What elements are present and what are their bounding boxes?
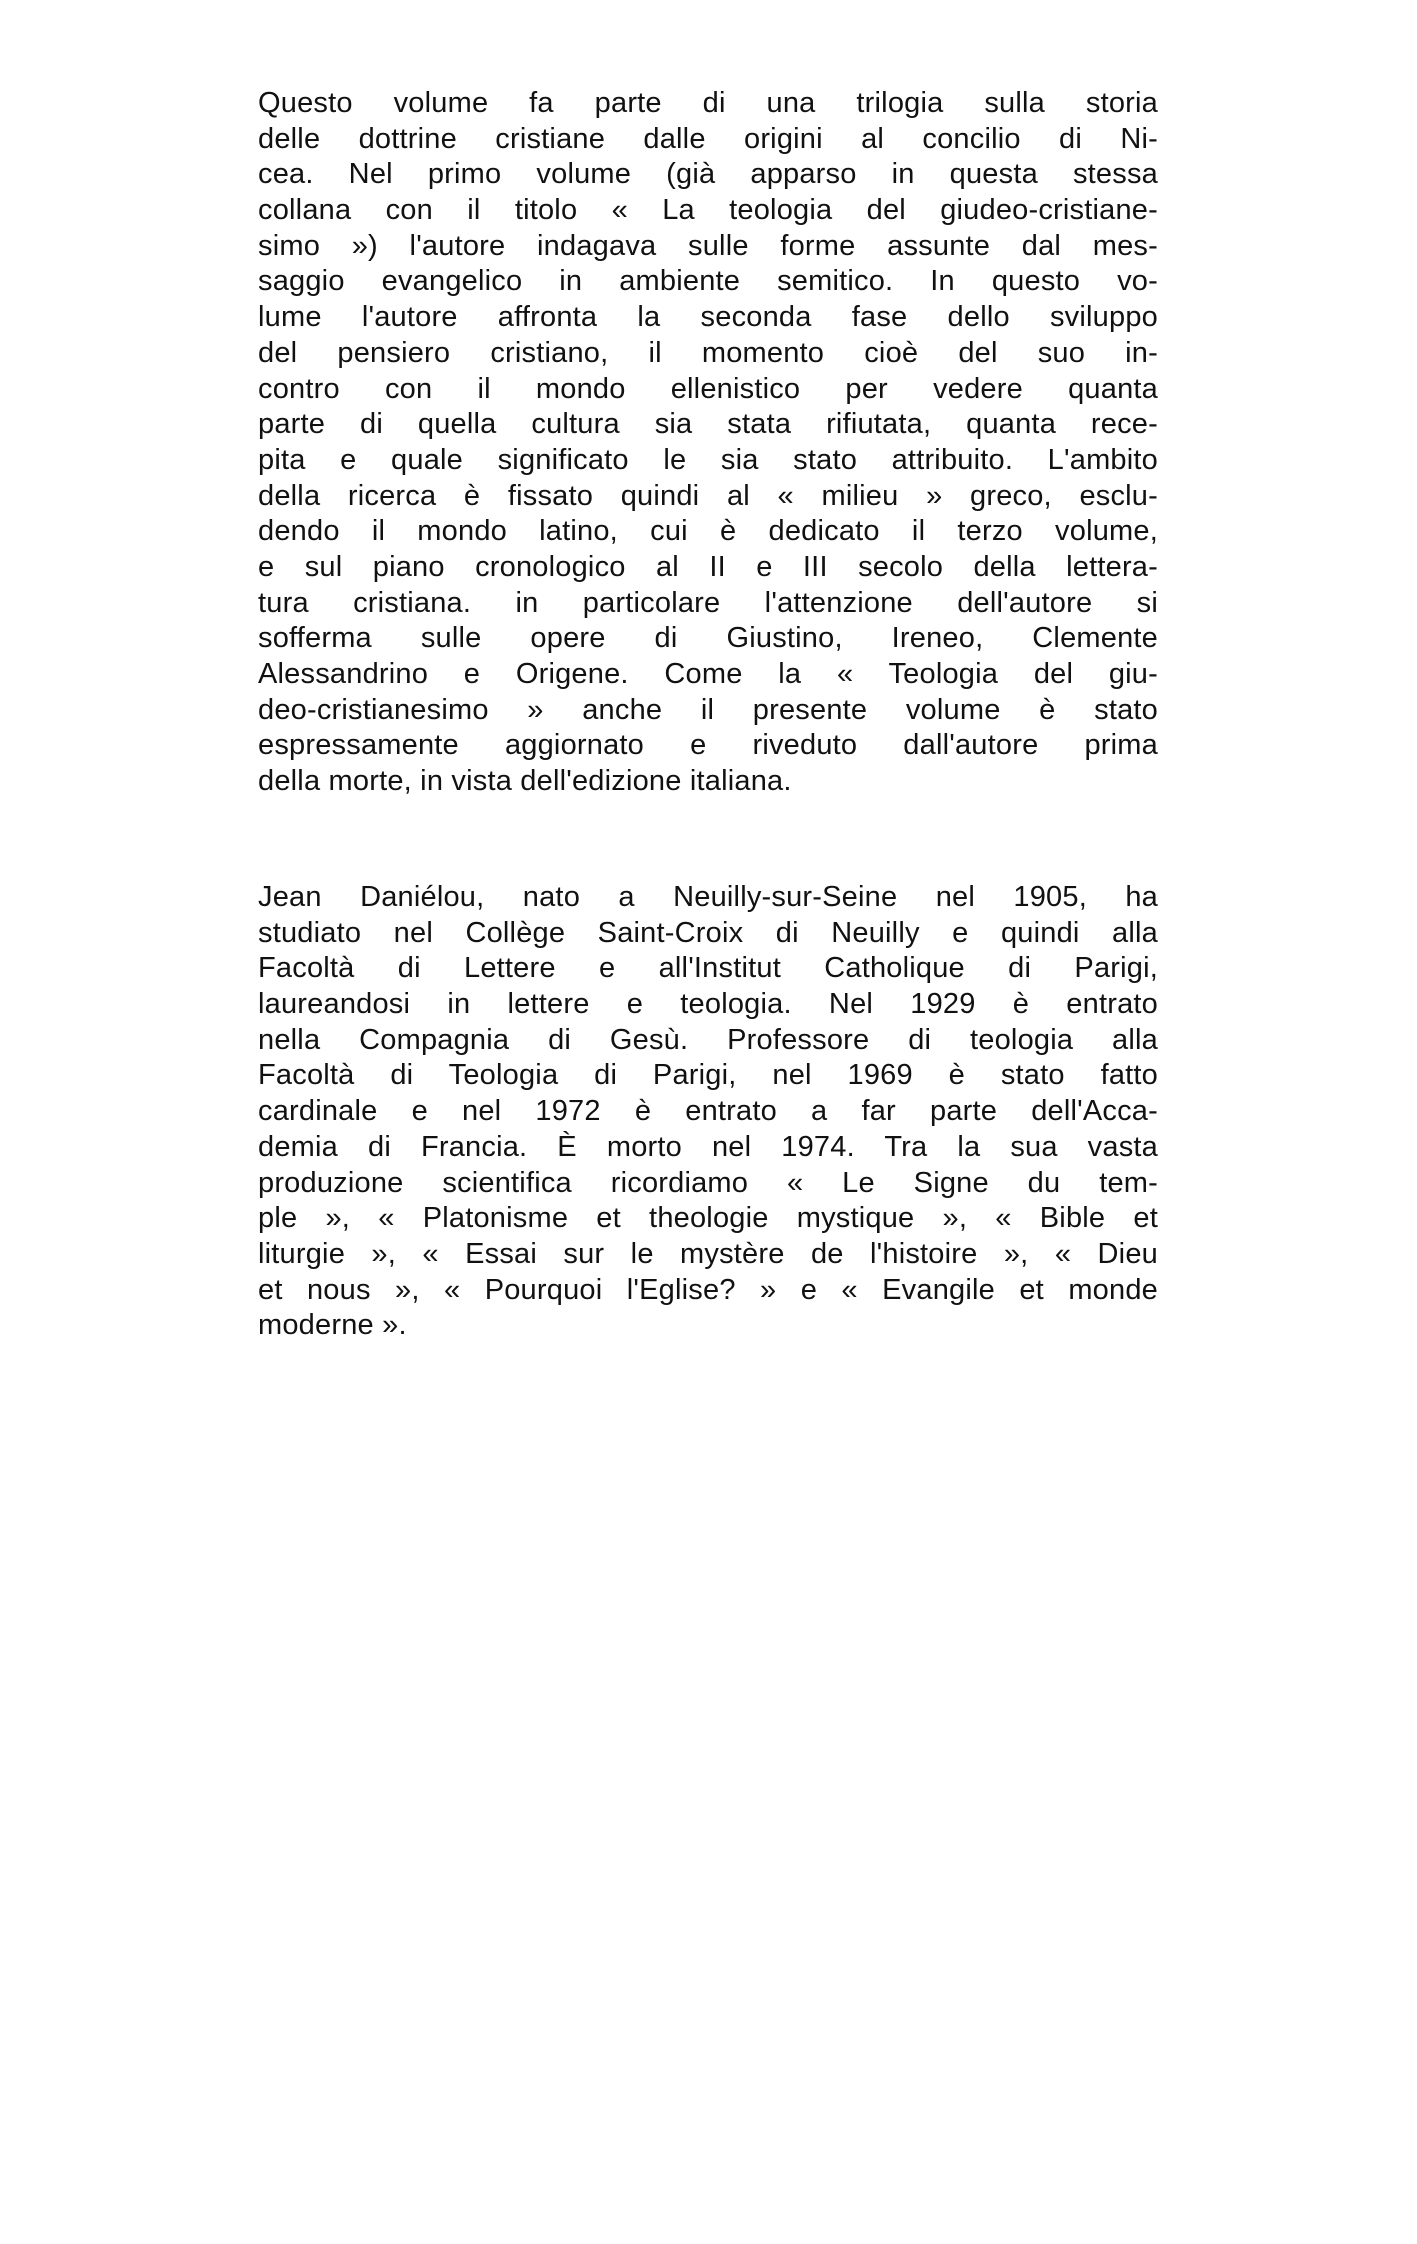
text-line: ple », « Platonisme et theologie mystique », « Bible et [258, 1202, 1158, 1235]
text-line: tura cristiana. in particolare l'attenzione dell'autore si [258, 586, 1158, 619]
text-line: del pensiero cristiano, il momento cioè del suo in- [258, 336, 1158, 369]
text-line: parte di quella cultura sia stata rifiutata, quanta rece- [258, 408, 1158, 441]
text-line: nella Compagnia di Gesù. Professore di teologia alla [258, 1023, 1158, 1056]
text-line: deo-cristianesimo » anche il presente volume è stato [258, 693, 1158, 726]
text-line: della ricerca è fissato quindi al « milieu » greco, esclu- [258, 479, 1158, 512]
text-line: lume l'autore affronta la seconda fase dello sviluppo [258, 301, 1158, 334]
text-line: contro con il mondo ellenistico per vedere quanta [258, 372, 1158, 405]
text-line: studiato nel Collège Saint-Croix di Neuilly e quindi alla [258, 916, 1158, 949]
text-line: Facoltà di Teologia di Parigi, nel 1969 è stato fatto [258, 1059, 1158, 1092]
text-line: collana con il titolo « La teologia del giudeo-cristiane- [258, 194, 1158, 227]
text-line: laureandosi in lettere e teologia. Nel 1929 è entrato [258, 988, 1158, 1021]
text-line: sofferma sulle opere di Giustino, Ireneo, Clemente [258, 622, 1158, 655]
text-line: dendo il mondo latino, cui è dedicato il terzo volume, [258, 515, 1158, 548]
text-line: espressamente aggiornato e riveduto dall'autore prima [258, 729, 1158, 762]
text-line: pita e quale significato le sia stato attribuito. L'ambito [258, 443, 1158, 476]
text-line: produzione scientifica ricordiamo « Le Signe du tem- [258, 1166, 1158, 1199]
text-line: cea. Nel primo volume (già apparso in questa stessa [258, 158, 1158, 191]
author-biography-paragraph [258, 880, 1158, 1344]
text-line: moderne ». [258, 1309, 407, 1342]
text-line: Alessandrino e Origene. Come la « Teologia del giu- [258, 658, 1158, 690]
text-line: simo ») l'autore indagava sulle forme assunte dal mes- [258, 229, 1158, 262]
text-line: saggio evangelico in ambiente semitico. In questo vo- [258, 265, 1158, 298]
text-line: Jean Daniélou, nato a Neuilly-sur-Seine nel 1905, ha [258, 881, 1158, 913]
text-line: e sul piano cronologico al II e III secolo della lettera- [258, 550, 1158, 583]
text-line: et nous », « Pourquoi l'Eglise? » e « Evangile et monde [258, 1273, 1158, 1306]
text-line: cardinale e nel 1972 è entrato a far parte dell'Acca- [258, 1095, 1158, 1128]
text-line: della morte, in vista dell'edizione italiana. [258, 765, 792, 798]
text-line: delle dottrine cristiane dalle origini al concilio di Ni- [258, 122, 1158, 155]
text-line: liturgie », « Essai sur le mystère de l'histoire », « Dieu [258, 1237, 1158, 1270]
text-line: Facoltà di Lettere e all'Institut Catholique di Parigi, [258, 952, 1158, 985]
text-line: demia di Francia. È morto nel 1974. Tra la sua vasta [258, 1130, 1158, 1163]
book-description-paragraph [258, 86, 1158, 800]
text-line: Questo volume fa parte di una trilogia sulla storia [258, 87, 1158, 119]
